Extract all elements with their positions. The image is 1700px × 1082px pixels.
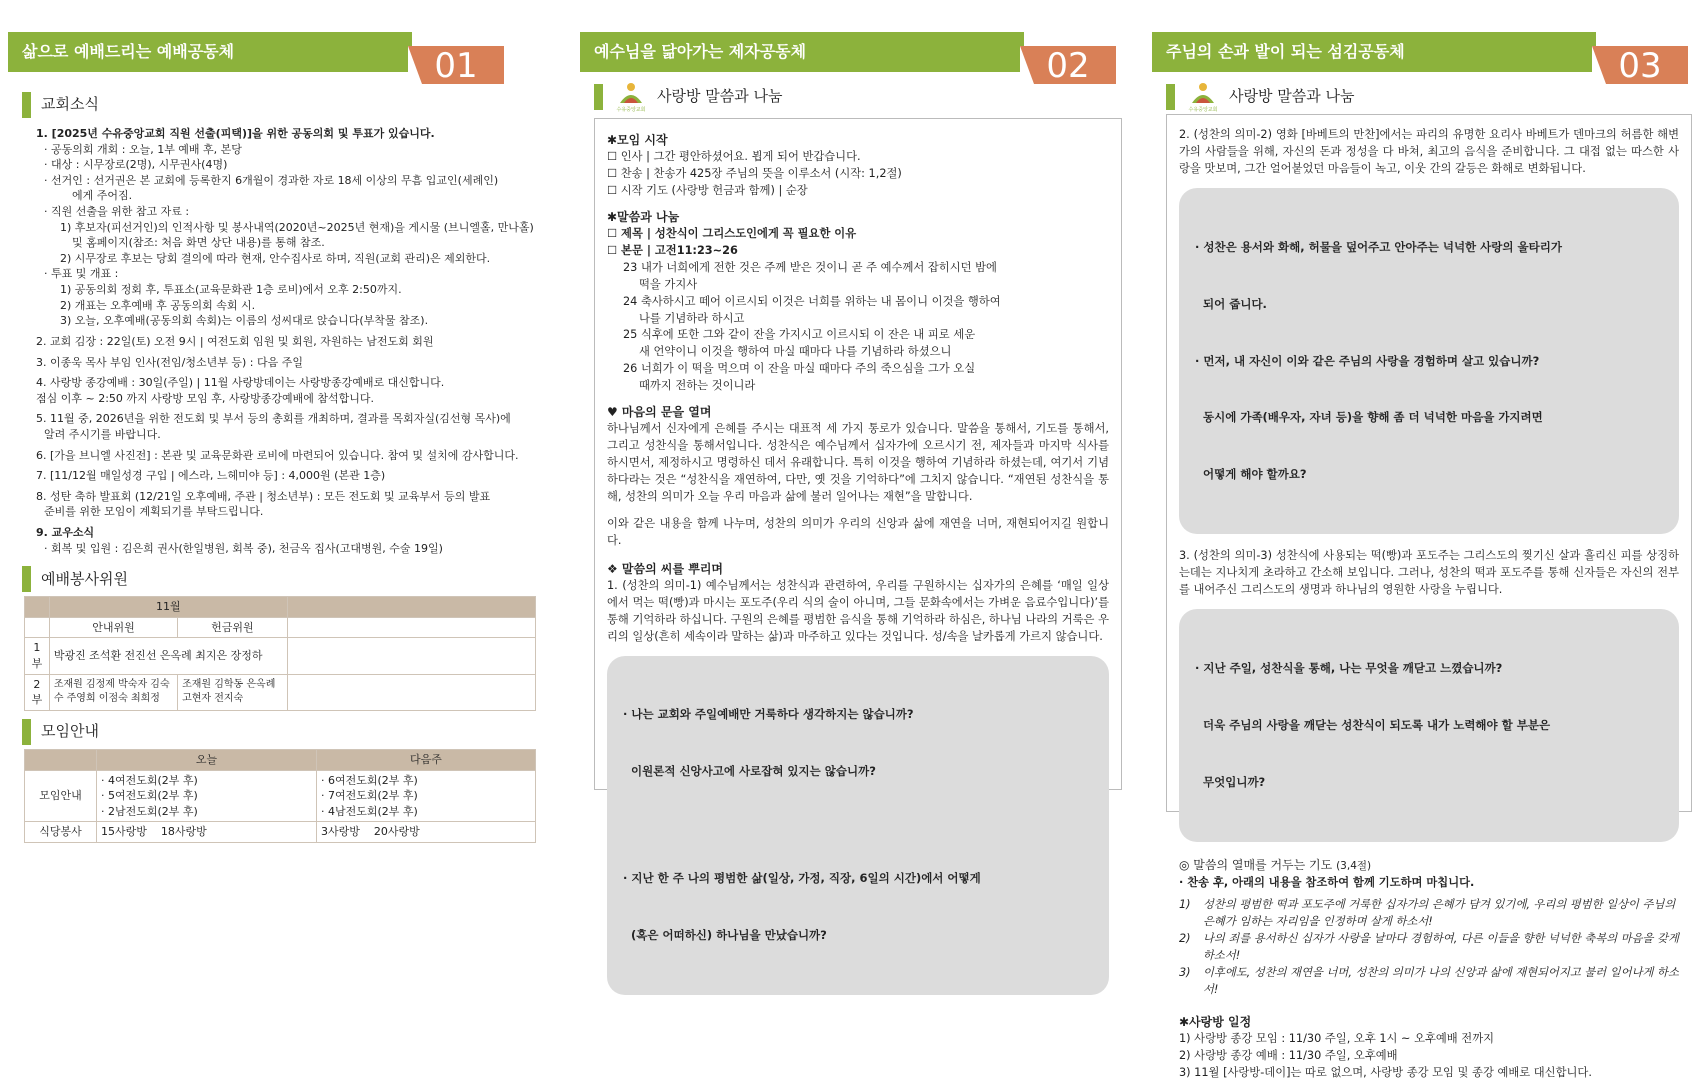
heading-bar	[22, 566, 31, 592]
table-row: 식당봉사 15사랑방 18사랑방 3사랑방 20사랑방	[25, 822, 536, 843]
page-3	[1152, 0, 1692, 1079]
page-2	[580, 0, 1122, 943]
banner-title: 예수님을 닮아가는 제자공동체	[580, 32, 1024, 72]
section-banner-3	[1152, 0, 1692, 90]
news-item: 3. 이종욱 목사 부임 인사(전임/청소년부 등) : 다음 주일	[36, 355, 303, 369]
news-item: 7. [11/12월 매일성경 구입 | 에스라, 느헤미야 등] : 4,000원 (본관 1층)	[36, 469, 386, 483]
discussion-question: · 성찬은 용서와 화해, 허물을 덮어주고 안아주는 넉넉한 사랑의 울타리가 되어 줍니다. · 먼저, 내 자신이 이와 같은 주님의 사랑을 경험하며 살고 있습니까? 동시에 가족(배우자, 자녀 등)을 향해 좀 더 넉넉한 마음을 가지려면 어떻게 해야 할까요?	[1179, 188, 1679, 534]
section-banner-1	[8, 0, 544, 90]
banner-title: 삶으로 예배드리는 예배공동체	[8, 32, 412, 72]
table-row: 1부 박광진 조석환 전진선 은옥례 최지은 장정하	[25, 638, 536, 674]
svg-text:수유중앙교회: 수유중앙교회	[616, 107, 646, 113]
service-heading: 예배봉사위원	[22, 566, 544, 592]
table-row: 모임안내 · 4여전도회(2부 후) · 5여전도회(2부 후) · 2남전도회(2부 후) · 6여전도회(2부 후) · 7여전도회(2부 후) · 4남전도회(2부 후)	[25, 770, 536, 822]
discussion-question: · 지난 주일, 성찬식을 통해, 나는 무엇을 깨닫고 느꼈습니까? 더욱 주님의 사랑을 깨닫는 성찬식이 되도록 내가 노력해야 할 부분은 무엇입니까?	[1179, 609, 1679, 842]
heading-bar	[22, 92, 31, 118]
list-item: 2) 나의 죄를 용서하신 십자가 사랑을 날마다 경험하여, 다른 이들을 향한 넉넉한 축복의 마음을 갖게 하소서!	[1179, 932, 1679, 963]
list-item: 1) 성찬의 평범한 떡과 포도주에 거룩한 십자가의 은혜가 담겨 있기에, 우리의 평범한 일상이 주님의 은혜가 임하는 자리임을 인정하며 살게 하소서!	[1179, 898, 1676, 929]
banner-number: 02	[1020, 46, 1116, 84]
news-heading: 교회소식	[22, 92, 544, 118]
news-item: 5. 11월 중, 2026년을 위한 전도회 및 부서 등의 총회를 개최하며, 결과를 목회자실(김선형 목사)에 알려 주시기를 바랍니다.	[36, 412, 511, 441]
news-item: 1. [2025년 수유중앙교회 직원 선출(피택)]을 위한 공동의회 및 투표가 있습니다. · 공동의회 개회 : 오늘, 1부 예배 후, 본당 · 대상 : 시무장로(2명), 시무권사(4명) · 선거인 : 선거권은 본 교회에 등록한지 6개월이 경과한 자로 18세 이상의 무흠 입교인(세례인) 에게 주어짐. · 직원 선출을 위한 참고 자료 : 1) 후보자(피선거인)의 인적사항 및 봉사내역(2020년~2025년 현재)을 게시물 (브니엘홀, 만나홀) 및 홈페이지(참조: 처음 화면 상단 내용)를 통해 참조. 2) 시무장로 후보는 당회 결의에 따라 현재, 안수집사로 하며, 직원(교회 관리)은 제외한다. · 투표 및 개표 : 1) 공동의회 정회 후, 투표소(교육문화관 1층 로비)에서 오후 2:50까지. 2) 개표는 오후예배 후 공동의회 속회 시. 3) 오늘, 오후예배(공동의회 속회)는 이름의 성씨대로 앉습니다(부착물 참조).	[36, 127, 534, 328]
prayer-heading: ◎ 말씀의 열매를 거두는 기도 (3,4절)	[1179, 857, 1372, 872]
table-row: 2부 조재원 김정제 박숙자 김숙수 주영희 이점숙 최희정 조재원 김학동 은옥례 고현자 전지숙	[25, 674, 536, 710]
sharing-heading: 수유중앙교회 사랑방 말씀과 나눔	[594, 84, 1122, 110]
meeting-table: 오늘 다음주 모임안내 · 4여전도회(2부 후) · 5여전도회(2부 후) · 2남전도회(2부 후) · 6여전도회(2부 후) · 7여전도회(2부 후) · 4남전도회(2부 후) 식당봉사 15사랑방 18사랑방 3사랑방 20사랑방	[24, 749, 536, 843]
meeting-heading: 모임안내	[22, 719, 544, 745]
news-item: 8. 성탄 축하 발표회 (12/21일 오후예배, 주관 | 청소년부) : 모든 전도회 및 교육부서 등의 발표 준비를 위한 모임이 계획되기를 부탁드립니다.	[36, 489, 491, 519]
news-item: 2. 교회 김장 : 22일(토) 오전 9시 | 여전도회 임원 및 회원, 자원하는 남전도회 회원	[36, 334, 434, 348]
heading-bar	[22, 719, 31, 745]
news-item: 6. [가을 브니엘 사진전] : 본관 및 교육문화관 로비에 마련되어 있습니다. 참여 및 설치에 감사합니다.	[36, 448, 519, 462]
banner-number: 03	[1592, 46, 1688, 84]
news-item: 9. 교우소식 · 회복 및 입원 : 김은희 권사(한일병원, 회복 중), 천금옥 집사(고대병원, 수술 19일)	[36, 526, 443, 555]
banner-title: 주님의 손과 발이 되는 섬김공동체	[1152, 32, 1596, 72]
sharing-heading: 수유중앙교회 사랑방 말씀과 나눔	[1166, 84, 1692, 110]
service-table: 11월 안내위원 헌금위원 1부 박광진 조석환 전진선 은옥례 최지은 장정하 2부 조재원 김정제 박숙자 김숙수 주영희 이점숙 최희정 조재원 김학동 은옥례 고현자 전지숙	[24, 596, 536, 711]
prayer-list	[1179, 897, 1679, 999]
list-item: 3) 이후에도, 성찬의 재연을 너머, 성찬의 의미가 나의 신앙과 삶에 재현되어지고 불러 일어나게 하소서!	[1179, 966, 1679, 997]
banner-number: 01	[408, 46, 504, 84]
month-header: 11월	[49, 597, 287, 618]
section-banner-2	[580, 0, 1122, 90]
sharing-box: 2. (성찬의 의미-2) 영화 [바베트의 만찬]에서는 파리의 유명한 요리사 바베트가 덴마크의 허름한 해변가의 사람들을 위해, 자신의 돈과 정성을 다 바쳐, 최고의 음식을 준비합니다. 그 대접 없는 따스한 사랑을 맛보며, 그간 얼어붙었던 마음들이 녹고, 이웃 간의 갈등은 화해로 변화됩니다. · 성찬은 용서와 화해, 허물을 덮어주고 안아주는 넉넉한 사랑의 울타리가 되어 줍니다. · 먼저, 내 자신이 이와 같은 주님의 사랑을 경험하며 살고 있습니까? 동시에 가족(배우자, 자녀 등)을 향해 좀 더 넉넉한 마음을 가지려면 어떻게 해야 할까요? 3. (성찬의 의미-3) 성찬식에 사용되는 떡(빵)과 포도주는 그리스도의 찢기신 살과 흘리신 피를 상징하는데는 지나치게 초라하고 간소해 보입니다. 그러나, 성찬의 떡과 포도주를 통해 신자들은 자신의 전부를 내어주신 그리스도의 생명과 하나님의 영원한 사랑을 누립니다. · 지난 주일, 성찬식을 통해, 나는 무엇을 깨닫고 느꼈습니까? 더욱 주님의 사랑을 깨닫는 성찬식이 되도록 내가 노력해야 할 부분은 무엇입니까? ◎ 말씀의 열매를 거두는 기도 (3,4절) · 찬송 후, 아래의 내용을 참조하여 함께 기도하며 마칩니다. 1) 성찬의 평범한 떡과 포도주에 거룩한 십자가의 은혜가 담겨 있기에, 우리의 평범한 일상이 주님의 은혜가 임하는 자리임을 인정하며 살게 하소서! 2) 나의 죄를 용서하신 십자가 사랑을 날마다 경험하여, 다른 이들을 향한 넉넉한 축복의 마음을 갖게 하소서! 3) 이후에도, 성찬의 재연을 너머, 성찬의 의미가 나의 신앙과 삶에 재현되어지고 불러 일어나게 하소서! ✱사랑방 일정 1) 사랑방 종강 모임 : 11/30 주일, 오후 1시 ~ 오후예배 전까지 2) 사랑방 종강 예배 : 11/30 주일, 오후예배 3) 11월 [사랑방-데이]는 따로 없으며, 사랑방 종강 모임 및 종강 예배로 대신합니다.	[1166, 114, 1692, 812]
news-item: 4. 사랑방 종강예배 : 30일(주일) | 11월 사랑방데이는 사랑방종강예배로 대신합니다. 점심 이후 ~ 2:50 까지 사랑방 모임 후, 사랑방종강예배에 참석합니다.	[36, 376, 445, 405]
sharing-box: ✱모임 시작 ☐ 인사 | 그간 평안하셨어요. 뵙게 되어 반갑습니다. ☐ 찬송 | 찬송가 425장 주님의 뜻을 이루소서 (시작: 1,2절) ☐ 시작 기도 (사랑방 헌금과 함께) | 순장 ✱말씀과 나눔 ☐ 제목 | 성찬식이 그리스도인에게 꼭 필요한 이유 ☐ 본문 | 고전11:23~26 23 내가 너희에게 전한 것은 주께 받은 것이니 곧 주 예수께서 잡히시던 밤에 떡을 가지사 24 축사하시고 떼어 이르시되 이것은 너희를 위하는 내 몸이니 이것을 행하여 나를 기념하라 하시고 25 식후에 또한 그와 같이 잔을 가지시고 이르시되 이 잔은 내 피로 세운 새 언약이니 이것을 행하여 마실 때마다 나를 기념하라 하셨으니 26 너희가 이 떡을 먹으며 이 잔을 마실 때마다 주의 죽으심을 그가 오실 때까지 전하는 것이니라 ♥ 마음의 문을 열며 하나님께서 신자에게 은혜를 주시는 대표적 세 가지 통로가 있습니다. 말씀을 통해서, 기도를 통해서, 그리고 성찬식을 통해서입니다. 성찬식은 예수님께서 십자가에 오르시기 전, 제자들과 마지막 식사를 하시면서, 제정하시고 명령하신 데서 유래합니다. 특히 이것을 행하여 기념하라 하셨는데, 여기서 기념하다라는 것은 “성찬식을 재연하여, 다만, 옛 것을 기억하다”에 그치지 않습니다. “재연된 성찬식을 통해, 성찬의 의미가 오늘 우리 마음과 삶에 불러 일어나는 재현”을 말합니다. 이와 같은 내용을 함께 나누며, 성찬의 의미가 우리의 신앙과 삶에 재연을 너머, 재현되어지길 원합니다. ❖ 말씀의 씨를 뿌리며 1. (성찬의 의미-1) 예수님께서는 성찬식과 관련하여, 우리를 구원하시는 십자가의 은혜를 ‘매일 일상에서 먹는 떡(빵)과 마시는 포도주(우리 식의 술이 아니며, 그들 문화속에서는 가벼운 음료수입니다)’를 통해 기억하라 하십니다. 구원의 은혜를 평범한 음식을 통해 기억하라 하심은, 하나님 나라의 거룩은 우리의 일상(흔히 세속이라 말하는 삶)과 마주하고 있다는 것입니다. 성/속을 날카롭게 가르지 않습니다. · 나는 교회와 주일예배만 거룩하다 생각하지는 않습니까? 이원론적 신앙사고에 사로잡혀 있지는 않습니까? · 지난 한 주 나의 평범한 삶(일상, 가정, 직장, 6일의 시간)에서 어떻게 (혹은 어떠하신) 하나님을 만났습니까?	[594, 118, 1122, 790]
page-1	[8, 0, 544, 843]
news-list	[8, 126, 544, 556]
scripture: 23 내가 너희에게 전한 것은 주께 받은 것이니 곧 주 예수께서 잡히시던 밤에 떡을 가지사 24 축사하시고 떼어 이르시되 이것은 너희를 위하는 내 몸이니 이것을 행하여 나를 기념하라 하시고 25 식후에 또한 그와 같이 잔을 가지시고 이르시되 이 잔은 내 피로 세운 새 언약이니 이것을 행하여 마실 때마다 나를 기념하라 하셨으니 26 너희가 이 떡을 먹으며 이 잔을 마실 때마다 주의 죽으심을 그가 오실 때까지 전하는 것이니라	[623, 260, 1001, 393]
svg-text:수유중앙교회: 수유중앙교회	[1188, 107, 1218, 113]
discussion-question: · 나는 교회와 주일예배만 거룩하다 생각하지는 않습니까? 이원론적 신앙사고에 사로잡혀 있지는 않습니까? · 지난 한 주 나의 평범한 삶(일상, 가정, 직장, 6일의 시간)에서 어떻게 (혹은 어떠하신) 하나님을 만났습니까?	[607, 656, 1109, 996]
